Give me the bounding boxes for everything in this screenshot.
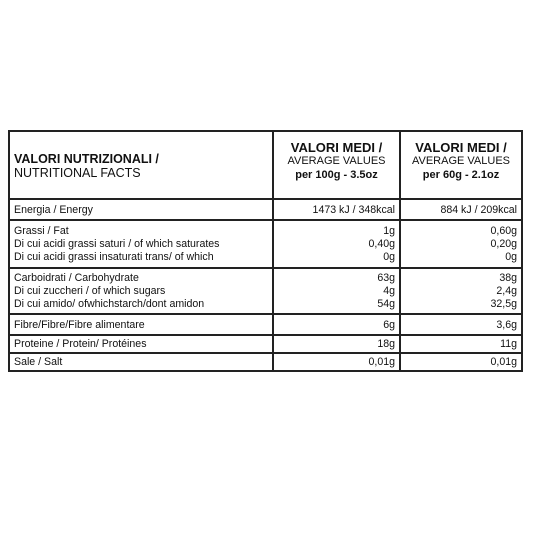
column-header-100g — [274, 140, 399, 182]
value-100g-fibre: 6g — [383, 319, 395, 331]
row-label-protein: Proteine / Protein/ Protéines — [14, 338, 147, 350]
row-label-salt: Sale / Salt — [14, 356, 63, 368]
col2-header-line-2: AVERAGE VALUES — [411, 155, 511, 167]
col1-header-line-3: per 100g - 3.5oz — [295, 168, 378, 181]
col1-header-line-2: AVERAGE VALUES — [287, 155, 386, 167]
value-100g-sugars: 4g — [383, 285, 395, 297]
value-60g-sugars: 2,4g — [496, 285, 517, 297]
row-label-trans: Di cui acidi grassi insaturati trans/ of which — [14, 251, 214, 263]
row-label-saturates: Di cui acidi grassi saturi / of which saturates — [14, 238, 220, 250]
table-title — [14, 152, 159, 180]
per-60g-column — [401, 132, 521, 370]
value-100g-protein: 18g — [377, 338, 395, 350]
col2-header-line-1: VALORI MEDI / — [415, 140, 507, 155]
col2-header-line-3: per 60g - 2.1oz — [422, 168, 500, 181]
value-60g-saturates: 0,20g — [490, 238, 517, 250]
value-100g-saturates: 0,40g — [368, 238, 395, 250]
nutrition-table — [8, 130, 523, 372]
value-60g-salt: 0,01g — [490, 356, 517, 368]
title-line-2: NUTRITIONAL FACTS — [14, 166, 141, 180]
row-label-starch: Di cui amido/ ofwhichstarch/dont amidon — [14, 298, 205, 310]
value-60g-carbohydrate: 38g — [499, 272, 517, 284]
value-100g-salt: 0,01g — [368, 356, 395, 368]
value-60g-starch: 32,5g — [490, 298, 517, 310]
column-header-60g — [401, 140, 521, 182]
label-column — [10, 132, 272, 370]
value-100g-fat: 1g — [383, 225, 395, 237]
value-100g-trans: 0g — [383, 251, 395, 263]
row-label-carbohydrate: Carboidrati / Carbohydrate — [14, 272, 139, 284]
value-100g-carbohydrate: 63g — [377, 272, 395, 284]
value-60g-protein: 11g — [500, 338, 517, 350]
value-60g-fibre: 3,6g — [496, 319, 517, 331]
row-label-sugars: Di cui zuccheri / of which sugars — [14, 285, 166, 297]
title-line-1: VALORI NUTRIZIONALI / — [14, 152, 159, 166]
row-label-energy: Energia / Energy — [14, 204, 93, 216]
value-60g-energy: 884 kJ / 209kcal — [440, 204, 517, 216]
value-60g-trans: 0g — [505, 251, 517, 263]
col1-header-line-1: VALORI MEDI / — [290, 140, 383, 155]
per-100g-column — [274, 132, 399, 370]
row-label-fibre: Fibre/Fibre/Fibre alimentare — [14, 319, 145, 331]
row-label-fat: Grassi / Fat — [14, 225, 69, 237]
value-100g-starch: 54g — [377, 298, 395, 310]
value-100g-energy: 1473 kJ / 348kcal — [312, 204, 395, 216]
value-60g-fat: 0,60g — [490, 225, 517, 237]
